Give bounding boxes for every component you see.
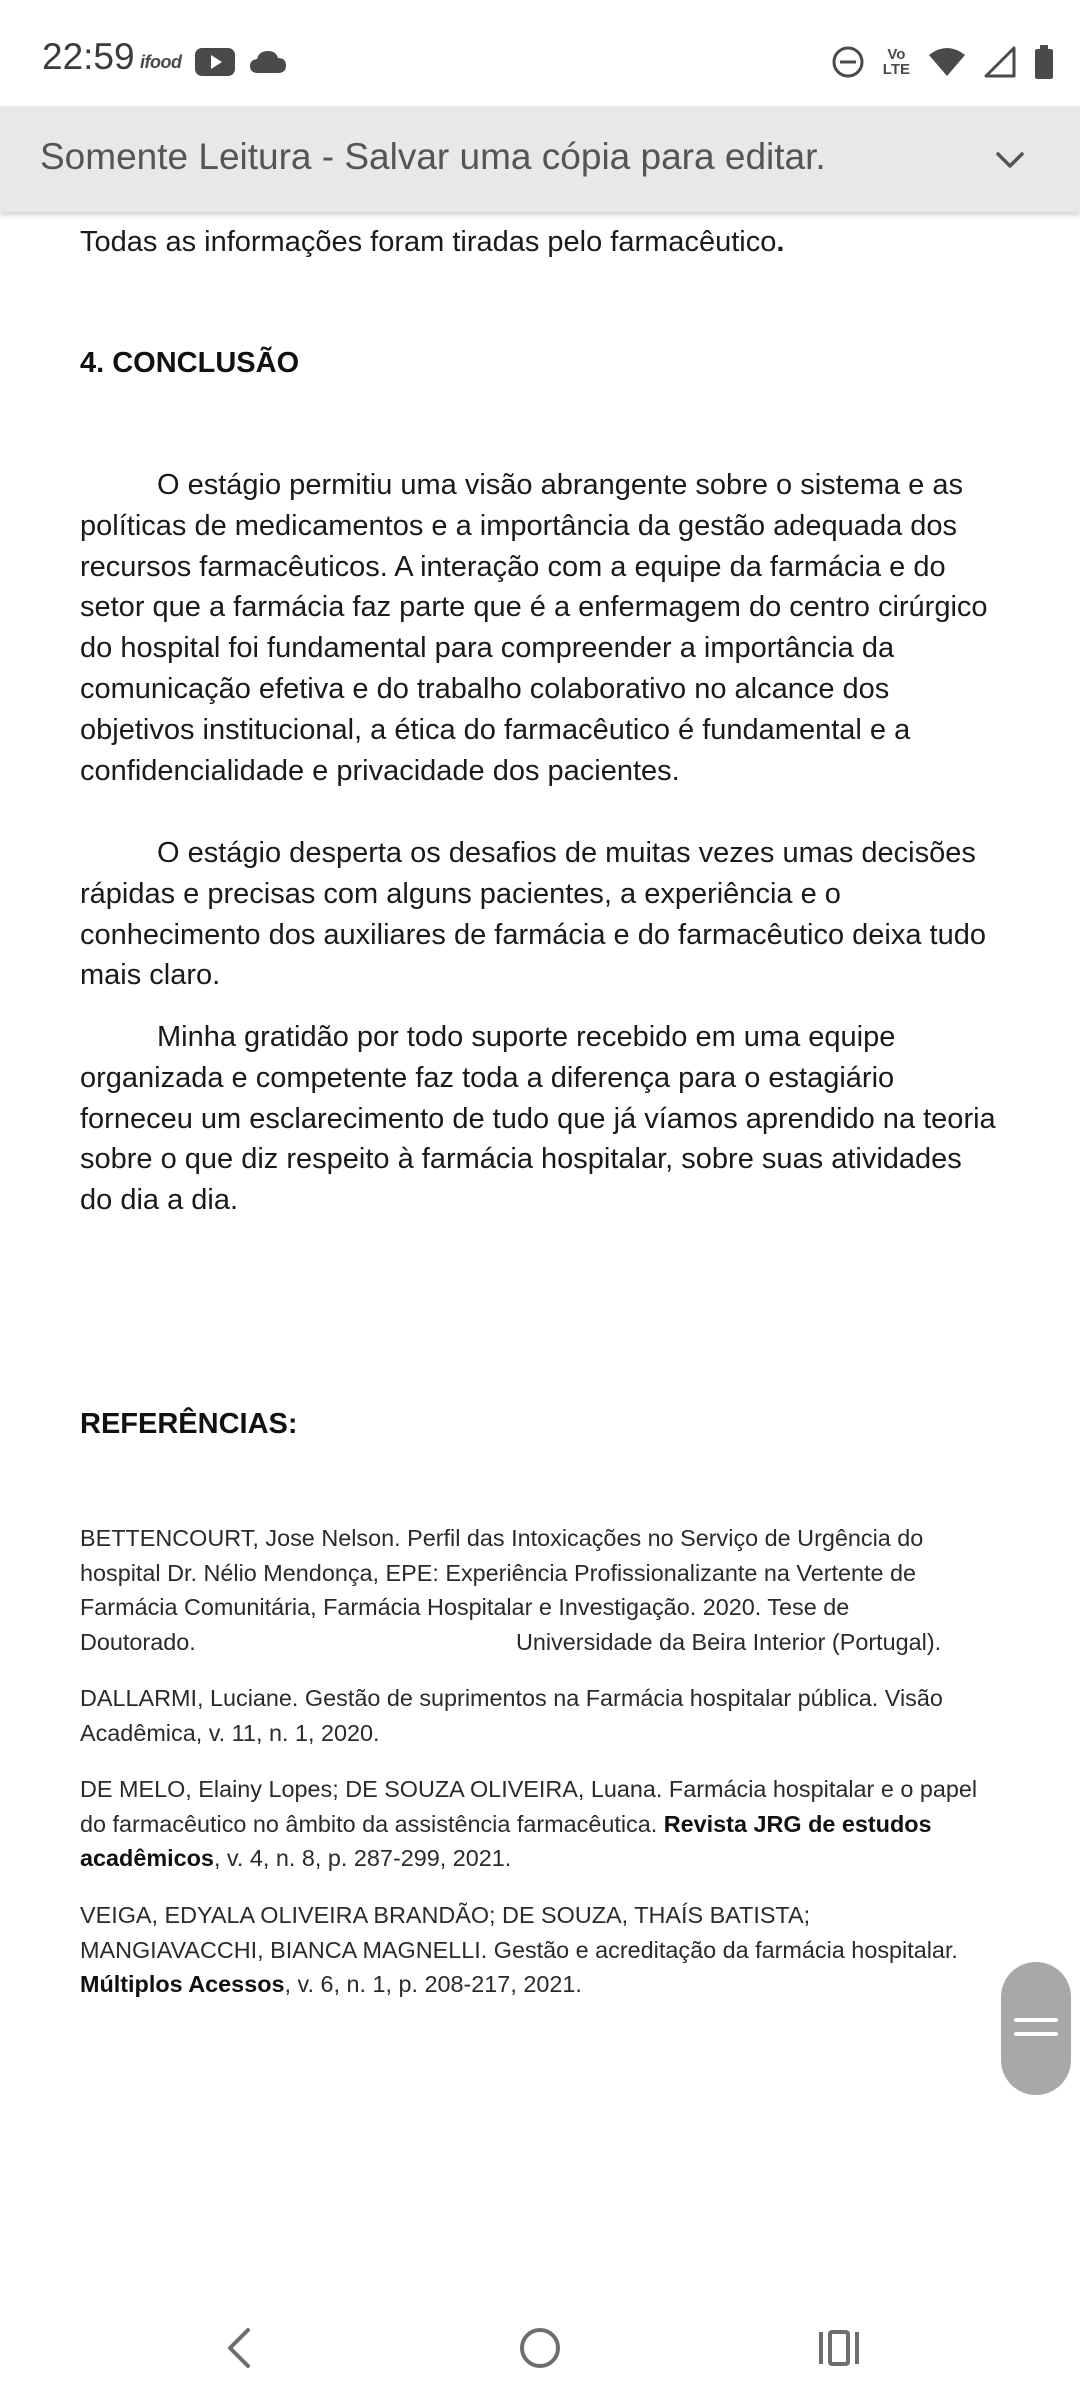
conclusion-heading: 4. CONCLUSÃO <box>80 347 300 379</box>
status-bar <box>0 0 1080 106</box>
reference-1-university: Universidade da Beira Interior (Portugal). <box>516 1628 942 1655</box>
navigation-bar <box>0 2290 1080 2400</box>
status-time: 22:59 <box>42 36 135 77</box>
scroll-handle-line-bottom <box>1014 2032 1058 2036</box>
ifood-icon: ifood <box>140 51 182 72</box>
reference-1-line-4 <box>80 1625 1000 1660</box>
reference-3 <box>80 1772 1000 1876</box>
youtube-icon <box>195 47 235 77</box>
reference-4-journal: Múltiplos Acessos <box>80 1971 285 1998</box>
reference-3-details: , v. 4, n. 8, p. 287-299, 2021. <box>213 1845 512 1872</box>
cloud-icon <box>249 49 287 75</box>
references-heading: REFERÊNCIAS: <box>80 1408 298 1440</box>
read-only-banner-text: Somente Leitura - Salvar uma cópia para editar. <box>40 136 826 177</box>
cell-signal-icon <box>984 46 1016 78</box>
reference-4-details: , v. 6, n. 1, p. 208-217, 2021. <box>284 1971 582 1998</box>
document-viewer[interactable] <box>0 212 1080 2292</box>
volte-top-label: Vo <box>887 46 906 63</box>
home-icon[interactable] <box>510 2320 570 2376</box>
scroll-handle-icon[interactable] <box>1001 1962 1071 2095</box>
reference-1-doctorate: Doutorado. <box>80 1628 196 1655</box>
conclusion-paragraph-1: O estágio permitiu uma visão abrangente sobre o sistema e as políticas de medicamentos e a importância da gestão adequada dos recursos farmacêuticos. A interação com a equipe da farmácia e do setor que a farmácia faz parte que é a enfermagem do centro cirúrgico do hospital foi fundamental para compreender a importância da comunicação efetiva e do trabalho colaborativo no alcance dos objetivos institucional, a ética do farmacêutico é fundamental e a confidencialidade e privacidade dos pacientes. <box>80 469 988 787</box>
battery-icon <box>1034 45 1054 79</box>
intro-line-text: Todas as informações foram tiradas pelo farmacêutico <box>80 226 777 258</box>
reference-2: DALLARMI, Luciane. Gestão de suprimentos na Farmácia hospitalar pública. Visão Acadêmica, v. 11, n. 1, 2020. <box>80 1685 943 1746</box>
reference-3-journal: Revista JRG de estudos acadêmicos <box>80 1810 932 1872</box>
back-icon[interactable] <box>210 2320 270 2376</box>
wifi-icon <box>928 47 966 77</box>
intro-line <box>80 222 1000 263</box>
recent-apps-icon[interactable] <box>809 2320 869 2376</box>
reference-1-line-1: BETTENCOURT, Jose Nelson. Perfil das Intoxicações no Serviço de Urgência do <box>80 1525 924 1551</box>
status-left-icons <box>140 42 287 82</box>
reference-1 <box>80 1521 1000 1659</box>
scroll-handle-line-top <box>1014 2018 1058 2022</box>
chevron-down-icon[interactable] <box>990 140 1030 180</box>
intro-line-period: . <box>776 226 785 258</box>
volte-icon <box>883 47 910 77</box>
read-only-banner[interactable] <box>0 106 1080 212</box>
do-not-disturb-icon <box>831 45 865 79</box>
conclusion-paragraph-2: O estágio desperta os desafios de muitas vezes umas decisões rápidas e precisas com alguns pacientes, a experiência e o conhecimento dos auxiliares de farmácia e do farmacêutico deixa tudo mais claro. <box>80 837 986 992</box>
reference-4-text: VEIGA, EDYALA OLIVEIRA BRANDÃO; DE SOUZA, THAÍS BATISTA; MANGIAVACCHI, BIANCA MAGNELLI. Gestão e acreditação da farmácia hospitalar. <box>80 1902 958 1963</box>
status-right-icons <box>831 40 1054 84</box>
reference-1-line-3: Farmácia Comunitária, Farmácia Hospitalar e Investigação. 2020. Tese de <box>80 1594 850 1621</box>
reference-3-text: DE MELO, Elainy Lopes; DE SOUZA OLIVEIRA, Luana. Farmácia hospitalar e o papel do farmacêutico no âmbito da assistência farmacêutica. <box>80 1776 978 1837</box>
reference-4 <box>80 1898 1000 2002</box>
conclusion-paragraph-3: Minha gratidão por todo suporte recebido em uma equipe organizada e competente faz toda a diferença para o estagiário forneceu um esclarecimento de tudo que já víamos aprendido na teoria sobre o que diz respeito à farmácia hospitalar, sobre suas atividades do dia a dia. <box>80 1021 996 1217</box>
reference-1-line-2: hospital Dr. Nélio Mendonça, EPE: Experiência Profissionalizante na Vertente de <box>80 1559 917 1586</box>
volte-bottom-label: LTE <box>882 61 910 78</box>
